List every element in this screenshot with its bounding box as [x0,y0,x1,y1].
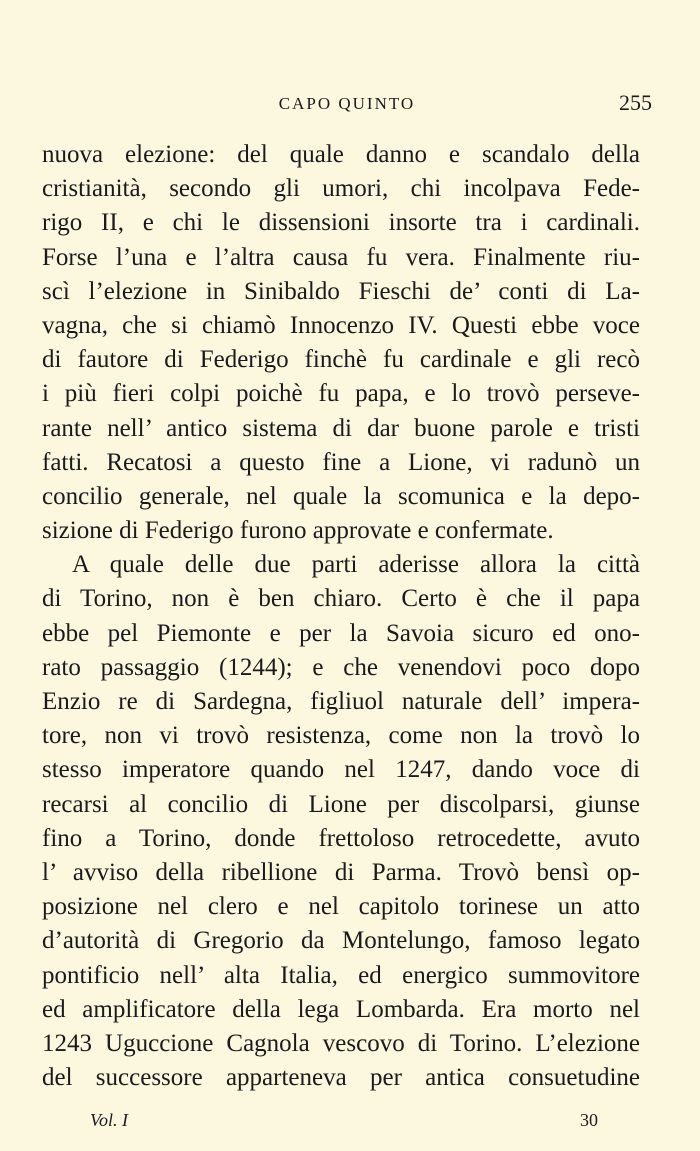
text-line: fino a Torino, donde frettoloso retrocedette, avuto [42,824,640,852]
text-line: cristianità, secondo gli umori, chi incolpava Fede- [42,175,640,203]
text-line: Enzio re di Sardegna, figliuol naturale dell’ impera- [42,688,640,715]
text-line: nuova elezione: del quale danno e scandalo della [42,141,640,168]
text-line: i più fieri colpi poichè fu papa, e lo trovò perseve- [42,380,640,408]
text-line: stesso imperatore quando nel 1247, dando voce di [42,756,640,784]
text-line: concilio generale, nel quale la scomunica e la depo- [42,482,640,510]
body-text [42,138,640,1095]
signature-mark: 30 [580,1110,598,1130]
text-line: di Torino, non è ben chiaro. Certo è che il papa [42,585,640,613]
text-line: recarsi al concilio di Lione per discolparsi, giunse [42,790,640,818]
text-line: di fautore di Federigo finchè fu cardinale e gli recò [42,346,640,374]
text-line: d’autorità di Gregorio da Montelungo, famoso legato [42,927,640,955]
text-line: vagna, che si chiamò Innocenzo IV. Questi ebbe voce [42,311,640,339]
text-line: pontificio nell’ alta Italia, ed energico summovitore [42,961,640,989]
text-line: del successore apparteneva per antica consuetudine [42,1064,640,1092]
text-line: l’ avviso della ribellione di Parma. Trovò bensì op- [42,858,640,886]
text-line: ebbe pel Piemonte e per la Savoia sicuro ed ono- [42,619,640,647]
text-line: sizione di Federigo furono approvate e confermate. [42,517,554,545]
text-line: tore, non vi trovò resistenza, come non la trovò lo [42,722,640,750]
text-line: scì l’elezione in Sinibaldo Fieschi de’ conti di La- [42,277,640,305]
text-line: Forse l’una e l’altra causa fu vera. Finalmente riu- [42,243,640,271]
text-line: ed amplificatore della lega Lombarda. Era morto nel [42,995,640,1023]
volume-label: Vol. I [90,1110,128,1130]
text-line: fatti. Recatosi a questo fine a Lione, vi radunò un [42,448,640,476]
text-line: rante nell’ antico sistema di dar buone parole e tristi [42,414,640,442]
text-line: 1243 Uguccione Cagnola vescovo di Torino. L’elezione [42,1029,640,1057]
text-line: posizione nel clero e nel capitolo torinese un atto [42,893,640,921]
running-head [42,90,652,120]
page-number: 255 [619,90,652,115]
text-line: rigo II, e chi le dissensioni insorte tra i cardinali. [42,209,640,237]
running-title: CAPO QUINTO [278,94,416,113]
text-line: A quale delle due parti aderisse allora la città [72,551,640,579]
text-line: rato passaggio (1244); e che venendovi poco dopo [42,653,640,681]
page-footer [90,1110,598,1138]
